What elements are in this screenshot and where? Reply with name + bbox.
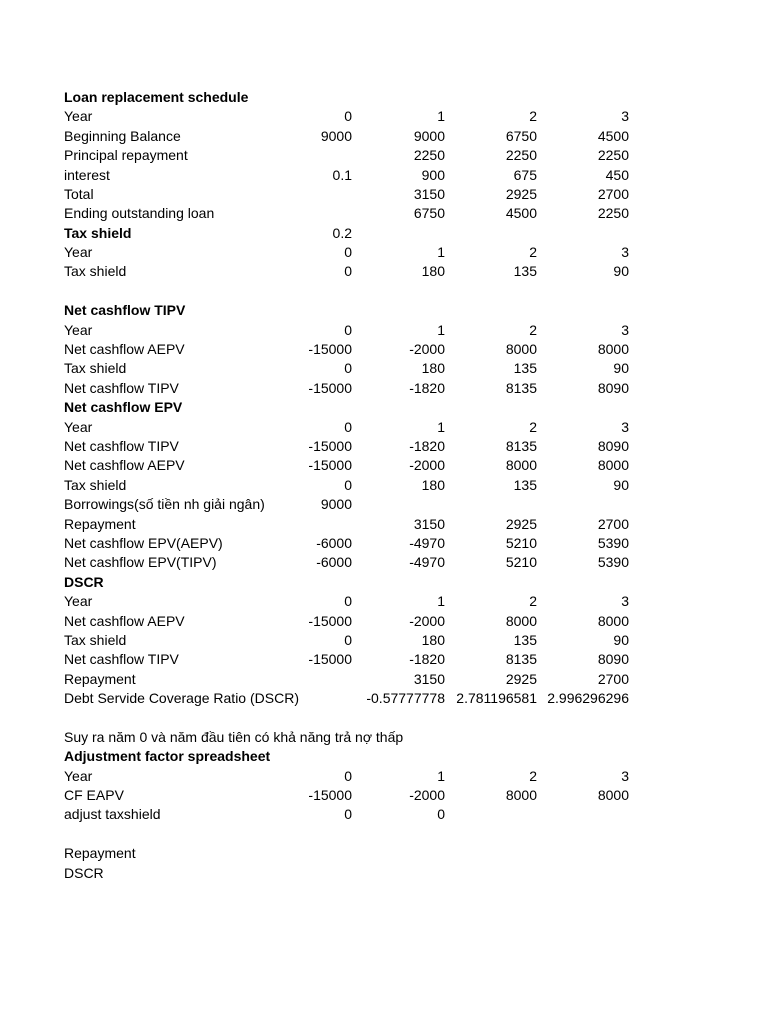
year-0-cell: -15000 <box>308 379 352 396</box>
year-3-cell: 2700 <box>597 515 629 532</box>
year-2-cell: 8000 <box>505 457 537 474</box>
sheet-row <box>64 767 644 786</box>
year-0-cell: 0.2 <box>332 224 352 241</box>
row-label: DSCR <box>64 864 104 881</box>
year-3-cell: 3 <box>621 321 629 338</box>
sheet-row <box>64 573 644 592</box>
year-1-cell: -1820 <box>409 438 445 454</box>
year-2-cell: 135 <box>513 476 537 493</box>
sheet-row <box>64 650 644 669</box>
year-2-cell: 2925 <box>505 515 537 532</box>
row-label: Debt Servide Coverage Ratio (DSCR) <box>64 690 299 707</box>
sheet-row <box>64 88 644 107</box>
year-1-cell: 180 <box>421 263 445 280</box>
sheet-row <box>64 864 644 883</box>
year-1-cell: 180 <box>421 631 445 648</box>
section-heading: Tax shield <box>64 224 132 241</box>
year-1-cell: -4970 <box>409 554 445 571</box>
year-3-cell: 8000 <box>597 612 629 629</box>
year-1-cell: 180 <box>421 360 445 377</box>
year-0-cell: 0 <box>344 806 352 823</box>
year-0-cell: -15000 <box>308 651 352 668</box>
year-2-cell: 2 <box>529 767 537 784</box>
row-label: interest <box>64 166 110 183</box>
row-label: CF EAPV <box>64 787 124 804</box>
sheet-row <box>64 418 644 437</box>
year-3-cell: 8000 <box>597 787 629 804</box>
year-0-cell: 0 <box>344 767 352 784</box>
year-3-cell: 2.996296296 <box>547 690 629 707</box>
row-label: adjust taxshield <box>64 806 161 823</box>
year-1-cell: 1 <box>437 418 445 435</box>
row-label: Suy ra năm 0 và năm đầu tiên có khả năng trả nợ thấp <box>64 728 404 745</box>
row-label: Year <box>64 593 93 610</box>
year-3-cell: 8090 <box>597 438 629 454</box>
sheet-row <box>64 805 644 824</box>
year-1-cell: 3150 <box>413 185 445 202</box>
year-0-cell: 9000 <box>320 496 352 513</box>
year-0-cell: 0 <box>344 418 352 435</box>
row-label: Year <box>64 418 93 435</box>
year-0-cell: 0 <box>344 244 352 261</box>
year-3-cell: 8000 <box>597 457 629 474</box>
year-3-cell: 3 <box>621 767 629 784</box>
year-2-cell: 8135 <box>505 651 537 668</box>
row-label: Year <box>64 321 93 338</box>
year-1-cell: 3150 <box>413 670 445 687</box>
year-1-cell: 2250 <box>413 147 445 164</box>
row-label: Tax shield <box>64 263 127 280</box>
year-0-cell: 0 <box>344 631 352 648</box>
year-3-cell: 8090 <box>597 379 629 396</box>
sheet-row <box>64 631 644 650</box>
sheet-row <box>64 243 644 262</box>
row-label: Net cashflow TIPV <box>64 438 179 454</box>
year-1-cell: 9000 <box>413 127 445 144</box>
year-2-cell: 135 <box>513 263 537 280</box>
year-0-cell: -15000 <box>308 612 352 629</box>
sheet-row <box>64 515 644 534</box>
sheet-row <box>64 398 644 417</box>
year-3-cell: 450 <box>605 166 629 183</box>
year-1-cell: -2000 <box>409 612 445 629</box>
year-2-cell: 2925 <box>505 185 537 202</box>
blank-row <box>64 708 644 727</box>
sheet-row <box>64 689 644 708</box>
year-3-cell: 90 <box>613 263 629 280</box>
year-0-cell: 0 <box>344 360 352 377</box>
year-1-cell: -2000 <box>409 341 445 358</box>
row-label: Tax shield <box>64 360 127 377</box>
year-2-cell: 675 <box>513 166 537 183</box>
year-1-cell: 1 <box>437 244 445 261</box>
blank-row <box>64 282 644 301</box>
year-3-cell: 4500 <box>597 127 629 144</box>
year-2-cell: 2 <box>529 418 537 435</box>
year-0-cell: 0.1 <box>332 166 352 183</box>
year-1-cell: -0.57777778 <box>366 690 445 707</box>
sheet-row <box>64 786 644 805</box>
year-3-cell: 2250 <box>597 147 629 164</box>
year-0-cell: -6000 <box>316 554 352 571</box>
year-1-cell: 0 <box>437 806 445 823</box>
spreadsheet-grid <box>64 49 644 883</box>
year-0-cell: -15000 <box>308 457 352 474</box>
year-2-cell: 8000 <box>505 612 537 629</box>
year-2-cell: 8000 <box>505 787 537 804</box>
year-3-cell: 90 <box>613 631 629 648</box>
year-2-cell: 135 <box>513 631 537 648</box>
year-0-cell: -6000 <box>316 534 352 551</box>
year-3-cell: 8000 <box>597 341 629 358</box>
year-1-cell: -1820 <box>409 651 445 668</box>
sheet-row <box>64 456 644 475</box>
year-1-cell: 1 <box>437 593 445 610</box>
row-label: Borrowings(số tiền nh giải ngân) <box>64 496 265 513</box>
year-3-cell: 8090 <box>597 651 629 668</box>
year-1-cell: 1 <box>437 321 445 338</box>
blank-row <box>64 825 644 844</box>
year-1-cell: -2000 <box>409 457 445 474</box>
sheet-row <box>64 553 644 572</box>
year-2-cell: 2925 <box>505 670 537 687</box>
section-heading: Adjustment factor spreadsheet <box>64 748 271 765</box>
sheet-row <box>64 224 644 243</box>
year-0-cell: -15000 <box>308 438 352 454</box>
sheet-row <box>64 107 644 126</box>
year-2-cell: 2 <box>529 244 537 261</box>
section-heading: Net cashflow EPV <box>64 399 183 416</box>
row-label: Year <box>64 108 93 125</box>
year-2-cell: 2 <box>529 321 537 338</box>
sheet-row <box>64 301 644 320</box>
year-3-cell: 3 <box>621 244 629 261</box>
year-1-cell: -2000 <box>409 787 445 804</box>
sheet-row <box>64 728 644 747</box>
year-2-cell: 135 <box>513 360 537 377</box>
row-label: Year <box>64 244 93 261</box>
row-label: Tax shield <box>64 476 127 493</box>
year-2-cell: 8135 <box>505 438 537 454</box>
year-2-cell: 8135 <box>505 379 537 396</box>
row-label: Year <box>64 767 93 784</box>
year-2-cell: 5210 <box>505 534 537 551</box>
year-2-cell: 2 <box>529 593 537 610</box>
row-label: Beginning Balance <box>64 127 181 144</box>
year-1-cell: -1820 <box>409 379 445 396</box>
row-label: Net cashflow AEPV <box>64 612 185 629</box>
year-1-cell: 6750 <box>413 205 445 222</box>
sheet-row <box>64 340 644 359</box>
row-label: Net cashflow AEPV <box>64 341 185 358</box>
sheet-row <box>64 204 644 223</box>
sheet-row <box>64 495 644 514</box>
row-label: Net cashflow AEPV <box>64 457 185 474</box>
year-0-cell: 9000 <box>320 127 352 144</box>
sheet-row <box>64 379 644 398</box>
year-1-cell: 900 <box>421 166 445 183</box>
row-label: Principal repayment <box>64 147 188 164</box>
year-2-cell: 4500 <box>505 205 537 222</box>
section-heading: Net cashflow TIPV <box>64 302 186 319</box>
blank-row <box>64 49 644 68</box>
sheet-row <box>64 166 644 185</box>
blank-row <box>64 69 644 88</box>
row-label: Repayment <box>64 515 136 532</box>
year-2-cell: 2.781196581 <box>456 690 537 707</box>
row-label: Repayment <box>64 670 136 687</box>
sheet-row <box>64 592 644 611</box>
sheet-row <box>64 185 644 204</box>
year-3-cell: 2700 <box>597 185 629 202</box>
section-heading: DSCR <box>64 573 104 590</box>
row-label: Net cashflow TIPV <box>64 651 179 668</box>
sheet-row <box>64 359 644 378</box>
sheet-row <box>64 476 644 495</box>
sheet-row <box>64 127 644 146</box>
sheet-row <box>64 321 644 340</box>
year-2-cell: 2 <box>529 108 537 125</box>
year-3-cell: 5390 <box>597 554 629 571</box>
year-1-cell: 1 <box>437 767 445 784</box>
year-3-cell: 3 <box>621 418 629 435</box>
year-3-cell: 90 <box>613 360 629 377</box>
year-3-cell: 5390 <box>597 534 629 551</box>
sheet-row <box>64 612 644 631</box>
year-3-cell: 2700 <box>597 670 629 687</box>
row-label: Repayment <box>64 845 136 862</box>
year-0-cell: -15000 <box>308 787 352 804</box>
year-2-cell: 8000 <box>505 341 537 358</box>
row-label: Net cashflow EPV(TIPV) <box>64 554 217 571</box>
year-0-cell: -15000 <box>308 341 352 358</box>
row-label: Total <box>64 185 94 202</box>
sheet-row <box>64 437 644 456</box>
year-0-cell: 0 <box>344 321 352 338</box>
year-0-cell: 0 <box>344 108 352 125</box>
year-3-cell: 3 <box>621 108 629 125</box>
year-1-cell: 1 <box>437 108 445 125</box>
sheet-row <box>64 262 644 281</box>
year-3-cell: 2250 <box>597 205 629 222</box>
year-3-cell: 3 <box>621 593 629 610</box>
row-label: Tax shield <box>64 631 127 648</box>
year-1-cell: 3150 <box>413 515 445 532</box>
section-heading: Loan replacement schedule <box>64 88 249 105</box>
sheet-row <box>64 146 644 165</box>
year-1-cell: -4970 <box>409 534 445 551</box>
sheet-row <box>64 534 644 553</box>
row-label: Net cashflow TIPV <box>64 379 179 396</box>
year-0-cell: 0 <box>344 263 352 280</box>
year-1-cell: 180 <box>421 476 445 493</box>
row-label: Ending outstanding loan <box>64 205 215 222</box>
year-0-cell: 0 <box>344 593 352 610</box>
sheet-row <box>64 670 644 689</box>
year-0-cell: 0 <box>344 476 352 493</box>
sheet-row <box>64 747 644 766</box>
year-2-cell: 2250 <box>505 147 537 164</box>
row-label: Net cashflow EPV(AEPV) <box>64 534 223 551</box>
year-2-cell: 5210 <box>505 554 537 571</box>
year-3-cell: 90 <box>613 476 629 493</box>
sheet-row <box>64 844 644 863</box>
year-2-cell: 6750 <box>505 127 537 144</box>
